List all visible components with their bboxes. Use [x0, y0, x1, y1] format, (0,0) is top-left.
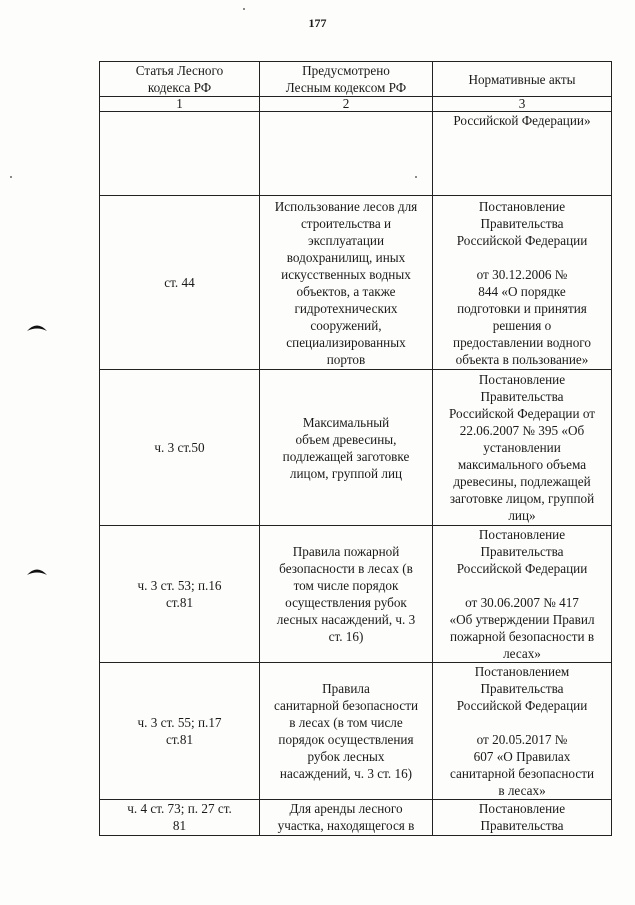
act-cell: Постановление Правительства Российской Федерации от 22.06.2007 № 395 «Об установлении максимального объема древесины, подлежащей заготовке лицом, группой лиц»: [433, 370, 612, 526]
table-row: [100, 663, 612, 800]
article-cell: ч. 4 ст. 73; п. 27 ст. 81: [100, 800, 260, 836]
provision-cell: Максимальный объем древесины, подлежащей заготовке лицом, группой лиц: [260, 370, 433, 526]
column-number: 2: [260, 97, 433, 112]
provision-cell: Правила пожарной безопасности в лесах (в том числе порядок осуществления рубок лесных насаждений, ч. 3 ст. 16): [260, 526, 433, 663]
article-cell: ч. 3 ст. 55; п.17 ст.81: [100, 663, 260, 800]
article-cell: ч. 3 ст.50: [100, 370, 260, 526]
article-cell: [100, 112, 260, 196]
provision-cell: Для аренды лесного участка, находящегося в: [260, 800, 433, 836]
header-acts: Нормативные акты: [433, 62, 612, 97]
provision-cell: [260, 112, 433, 196]
table-row: [100, 370, 612, 526]
column-number-row: [100, 97, 612, 112]
table-row: [100, 112, 612, 196]
page-number: 177: [308, 16, 327, 30]
article-cell: ст. 44: [100, 196, 260, 370]
table-row: [100, 196, 612, 370]
provision-cell: Использование лесов для строительства и эксплуатации водохранилищ, иных искусственных водных объектов, а также гидротехнических сооружений, специализированных портов: [260, 196, 433, 370]
column-number: 3: [433, 97, 612, 112]
act-cell: Российской Федерации»: [433, 112, 612, 196]
provision-cell: Правила санитарной безопасности в лесах (в том числе порядок осуществления рубок лесных насаждений, ч. 3 ст. 16): [260, 663, 433, 800]
binder-hole-mark-icon: [26, 566, 48, 576]
scan-speck: [10, 176, 12, 178]
scan-speck: [243, 8, 245, 10]
article-cell: ч. 3 ст. 53; п.16 ст.81: [100, 526, 260, 663]
header-provision: Предусмотрено Лесным кодексом РФ: [260, 62, 433, 97]
table-row: [100, 800, 612, 836]
act-cell: Постановление Правительства: [433, 800, 612, 836]
table-row: [100, 526, 612, 663]
act-cell: Постановлением Правительства Российской Федерации от 20.05.2017 № 607 «О Правилах санитарной безопасности в лесах»: [433, 663, 612, 800]
act-cell: Постановление Правительства Российской Федерации от 30.12.2006 № 844 «О порядке подготовки и принятия решения о предоставлении водного объекта в пользование»: [433, 196, 612, 370]
table-header-row: [100, 62, 612, 97]
column-number: 1: [100, 97, 260, 112]
header-article: Статья Лесного кодекса РФ: [100, 62, 260, 97]
binder-hole-mark-icon: [26, 322, 48, 332]
act-cell: Постановление Правительства Российской Федерации от 30.06.2007 № 417 «Об утверждении Правил пожарной безопасности в лесах»: [433, 526, 612, 663]
normative-acts-table: [99, 61, 612, 836]
